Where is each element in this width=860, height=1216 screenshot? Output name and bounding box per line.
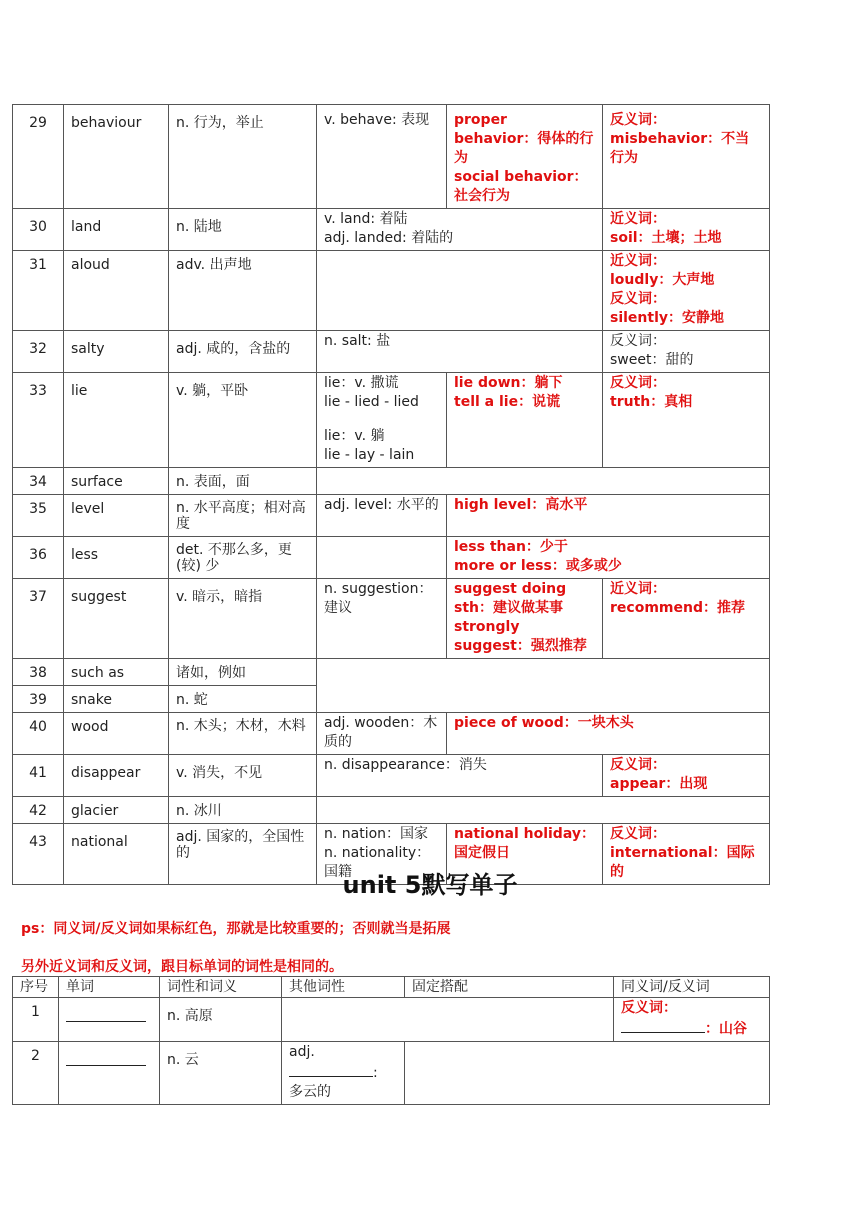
row-pos: 诸如，例如 [169, 659, 317, 686]
row-word: salty [64, 331, 169, 373]
table-row [13, 331, 770, 373]
row-pos: det. 不那么多，更 (较) 少 [169, 537, 317, 579]
row-number: 41 [13, 755, 64, 797]
row-pos: v. 暗示，暗指 [169, 579, 317, 659]
table-row [13, 998, 770, 1042]
row-synonym: 反义词： truth：真相 [603, 373, 770, 468]
table-row [13, 659, 770, 686]
row-word: disappear [64, 755, 169, 797]
row-number: 40 [13, 713, 64, 755]
row-number: 30 [13, 209, 64, 251]
row-synonym: 反义词： sweet：甜的 [603, 331, 770, 373]
row-other [317, 659, 770, 713]
row-collocation: proper behavior：得体的行为 social behavior：社会行为 [447, 105, 603, 209]
blank-line [66, 1007, 146, 1022]
row-pos: adj. 咸的，含盐的 [169, 331, 317, 373]
table-row [13, 537, 770, 579]
row-collocation: suggest doing sth：建议做某事 strongly suggest：强烈推荐 [447, 579, 603, 659]
row-other [317, 797, 770, 824]
row-other: n. salt: 盐 [317, 331, 603, 373]
row-synonym: 反义词： international：国际的 [603, 824, 770, 885]
row-other [282, 998, 614, 1042]
row-other: adj. : 多云的 [282, 1042, 405, 1105]
row-other: n. disappearance：消失 [317, 755, 603, 797]
row-word: national [64, 824, 169, 885]
row-word: snake [64, 686, 169, 713]
row-word: less [64, 537, 169, 579]
row-pos: n. 行为，举止 [169, 105, 317, 209]
vocab-table [12, 104, 770, 885]
header-pos: 词性和词义 [160, 977, 282, 998]
row-other: adj. level: 水平的 [317, 495, 447, 537]
row-pos: n. 冰川 [169, 797, 317, 824]
row-number: 43 [13, 824, 64, 885]
row-word: glacier [64, 797, 169, 824]
table-row [13, 251, 770, 331]
table-row [13, 105, 770, 209]
table-row [13, 713, 770, 755]
row-other: v. behave: 表现 [317, 105, 447, 209]
row-synonym: 反义词： appear：出现 [603, 755, 770, 797]
row-word: wood [64, 713, 169, 755]
blank-line[interactable] [289, 1062, 373, 1077]
row-synonym: 反义词： ：山谷 [614, 998, 770, 1042]
row-collocation: national holiday：国定假日 [447, 824, 603, 885]
table-row [13, 209, 770, 251]
row-number: 1 [13, 998, 59, 1042]
blank-line[interactable] [621, 1018, 705, 1033]
row-word: suggest [64, 579, 169, 659]
row-collocation: lie down：躺下 tell a lie：说谎 [447, 373, 603, 468]
table-row [13, 579, 770, 659]
header-row [13, 977, 770, 998]
row-number: 29 [13, 105, 64, 209]
dictation-table [12, 976, 770, 1105]
row-pos: n. 高原 [160, 998, 282, 1042]
row-number: 34 [13, 468, 64, 495]
row-word: behaviour [64, 105, 169, 209]
row-number: 38 [13, 659, 64, 686]
row-other: v. land: 着陆 adj. landed: 着陆的 [317, 209, 603, 251]
row-other: n. suggestion：建议 [317, 579, 447, 659]
row-number: 36 [13, 537, 64, 579]
row-number: 35 [13, 495, 64, 537]
row-collocation: high level：高水平 [447, 495, 770, 537]
row-number: 2 [13, 1042, 59, 1105]
blank-line [66, 1051, 146, 1066]
row-word: land [64, 209, 169, 251]
row-collocation: piece of wood：一块木头 [447, 713, 770, 755]
row-word: lie [64, 373, 169, 468]
row-pos: n. 木头；木材，木料 [169, 713, 317, 755]
row-number: 39 [13, 686, 64, 713]
row-number: 42 [13, 797, 64, 824]
row-other [317, 537, 447, 579]
row-other: n. nation：国家 n. nationality：国籍 [317, 824, 447, 885]
table-row [13, 495, 770, 537]
row-other: adj. wooden：木质的 [317, 713, 447, 755]
row-pos: n. 表面，面 [169, 468, 317, 495]
table-row [13, 797, 770, 824]
row-collocation [405, 1042, 770, 1105]
row-word: aloud [64, 251, 169, 331]
row-number: 33 [13, 373, 64, 468]
row-word: level [64, 495, 169, 537]
row-other [317, 251, 603, 331]
row-word: such as [64, 659, 169, 686]
row-pos: adv. 出声地 [169, 251, 317, 331]
header-word: 单词 [59, 977, 160, 998]
row-pos: v. 躺，平卧 [169, 373, 317, 468]
table-row [13, 468, 770, 495]
row-synonym: 反义词： misbehavior：不当行为 [603, 105, 770, 209]
row-synonym: 近义词： recommend：推荐 [603, 579, 770, 659]
table-row [13, 755, 770, 797]
header-synonym: 同义词/反义词 [614, 977, 770, 998]
row-pos: v. 消失，不见 [169, 755, 317, 797]
table-row [13, 1042, 770, 1105]
word-blank[interactable] [59, 998, 160, 1042]
row-pos: n. 云 [160, 1042, 282, 1105]
row-synonym: 近义词： soil：土壤；土地 [603, 209, 770, 251]
row-collocation: less than：少于 more or less：或多或少 [447, 537, 770, 579]
row-number: 32 [13, 331, 64, 373]
header-other: 其他词性 [282, 977, 405, 998]
row-synonym: 近义词： loudly：大声地 反义词： silently：安静地 [603, 251, 770, 331]
word-blank[interactable] [59, 1042, 160, 1105]
row-other: lie：v. 撒谎 lie - lied - lied lie：v. 躺 lie - lay - lain [317, 373, 447, 468]
table-row [13, 373, 770, 468]
page-title: unit 5默写单子 [342, 871, 518, 899]
row-number: 31 [13, 251, 64, 331]
row-word: surface [64, 468, 169, 495]
row-pos: adj. 国家的，全国性的 [169, 824, 317, 885]
row-other [317, 468, 770, 495]
row-number: 37 [13, 579, 64, 659]
row-pos: n. 陆地 [169, 209, 317, 251]
row-pos: n. 蛇 [169, 686, 317, 713]
row-pos: n. 水平高度；相对高度 [169, 495, 317, 537]
header-collocation: 固定搭配 [405, 977, 614, 998]
note-importance: ps：同义词/反义词如果标红色，那就是比较重要的；否则就当是拓展 [21, 921, 451, 937]
note-pos-same: 另外近义词和反义词，跟目标单词的词性是相同的。 [21, 959, 343, 975]
header-number: 序号 [13, 977, 59, 998]
